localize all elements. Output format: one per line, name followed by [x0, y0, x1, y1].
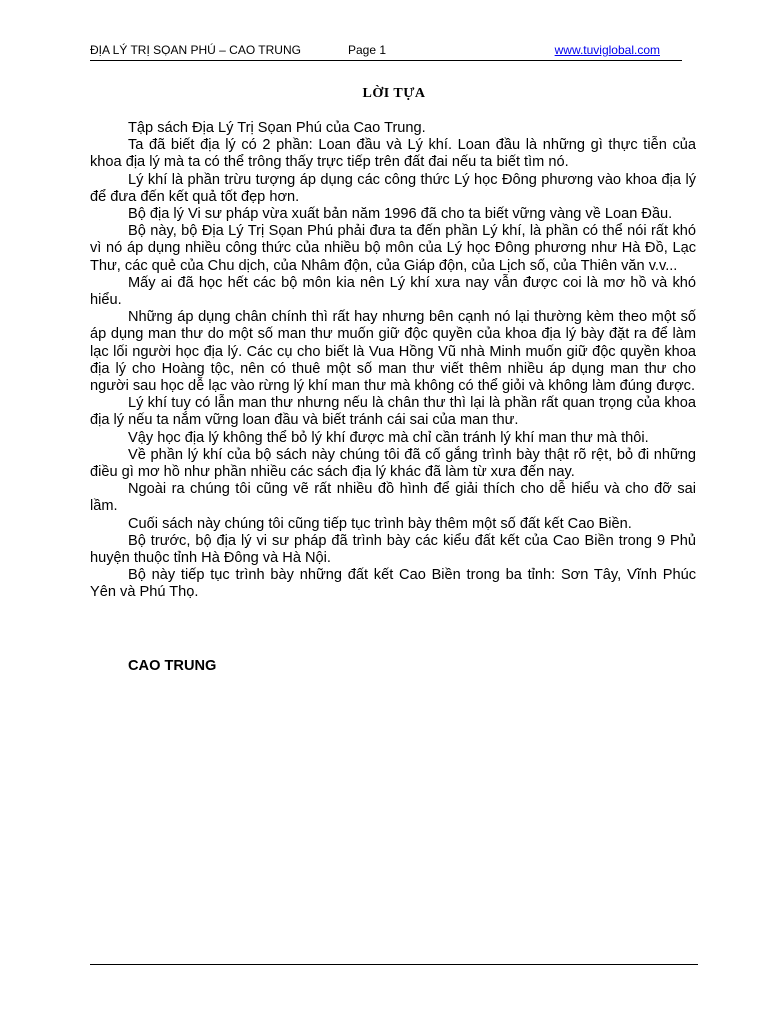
paragraph: Ta đã biết địa lý có 2 phần: Loan đầu và Lý khí. Loan đầu là những gì thực tiễn của khoa địa lý mà ta có thể trông thấy trực tiếp trên đất đai nếu ta biết tìm nó. [90, 137, 696, 171]
paragraph: Bộ này tiếp tục trình bày những đất kết Cao Biền trong ba tỉnh: Sơn Tây, Vĩnh Phúc Yên và Phú Thọ. [90, 567, 696, 601]
paragraph: Lý khí tuy có lẫn man thư nhưng nếu là chân thư thì lại là phần rất quan trọng của khoa địa lý nếu ta nắm vững loan đầu và biết tránh cái sai của man thư. [90, 395, 696, 429]
paragraph: Lý khí là phần trừu tượng áp dụng các công thức Lý học Đông phương vào khoa địa lý để đưa đến kết quả tốt đẹp hơn. [90, 171, 696, 205]
preface-heading: LỜI TỰA [362, 86, 426, 101]
author-signature: CAO TRUNG [128, 658, 217, 674]
paragraph: Về phần lý khí của bộ sách này chúng tôi đã cố gắng trình bày thật rõ rệt, bỏ đi những điều gì mơ hồ như phần nhiều các sách địa lý khác đã làm từ xưa đến nay. [90, 446, 696, 481]
paragraph: Tập sách Địa Lý Trị Sọan Phú của Cao Trung. [128, 120, 426, 136]
paragraph: Bộ trước, bộ địa lý vi sư pháp đã trình bày các kiểu đất kết của Cao Biền trong 9 Phủ huyện thuộc tỉnh Hà Đông và Hà Nội. [90, 532, 696, 567]
paragraph: Cuối sách này chúng tôi cũng tiếp tục trình bày thêm một số đất kết Cao Biền. [128, 515, 632, 532]
paragraph: Mấy ai đã học hết các bộ môn kia nên Lý khí xưa nay vẫn được coi là mơ hồ và khó hiểu. [90, 274, 696, 309]
preface-body [90, 120, 696, 602]
header-divider [90, 60, 682, 61]
page-header [90, 42, 680, 60]
paragraph: Ngoài ra chúng tôi cũng vẽ rất nhiều đồ hình để giải thích cho dễ hiểu và cho đỡ sai lầm. [90, 481, 696, 515]
paragraph: Vậy học địa lý không thể bỏ lý khí được mà chỉ cần tránh lý khí man thư mà thôi. [128, 429, 649, 446]
paragraph: Bộ địa lý Vi sư pháp vừa xuất bản năm 1996 đã cho ta biết vững vàng về Loan Đầu. [128, 206, 673, 223]
paragraph: Bộ này, bộ Địa Lý Trị Sọan Phú phải đưa ta đến phần Lý khí, là phần có thể nói rất khó vì nó áp dụng nhiều công thức của nhiều bộ môn của Lý học Đông phương như Hà Đồ, Lạc Thư, các quẻ của Chu dịch, của Nhâm độn, của Giáp độn, của Lịch số, của Thiên văn v.v... [90, 223, 696, 274]
footer-divider [90, 964, 698, 965]
page-number: Page 1 [348, 43, 387, 57]
paragraph: Những áp dụng chân chính thì rất hay nhưng bên cạnh nó lại thường kèm theo một số áp dụng man thư do một số man thư muốn giữ độc quyền của khoa địa lý bày đặt ra để làm lạc lối người học địa lý. Các cụ cho biết là Vua Hồng Vũ nhà Minh muốn giữ độc quyền khoa địa lý cho Hoàng tộc, nên có thuê một số man thư viết thêm nhiều áp dụng man thư cho người sau học dễ lạc vào rừng lý khí man thư mà không có thể giỏi và không làm đúng được. [90, 309, 696, 395]
website-link[interactable]: www.tuviglobal.com [554, 43, 660, 57]
document-title: ĐỊA LÝ TRỊ SỌAN PHÚ – CAO TRUNG [90, 43, 301, 57]
